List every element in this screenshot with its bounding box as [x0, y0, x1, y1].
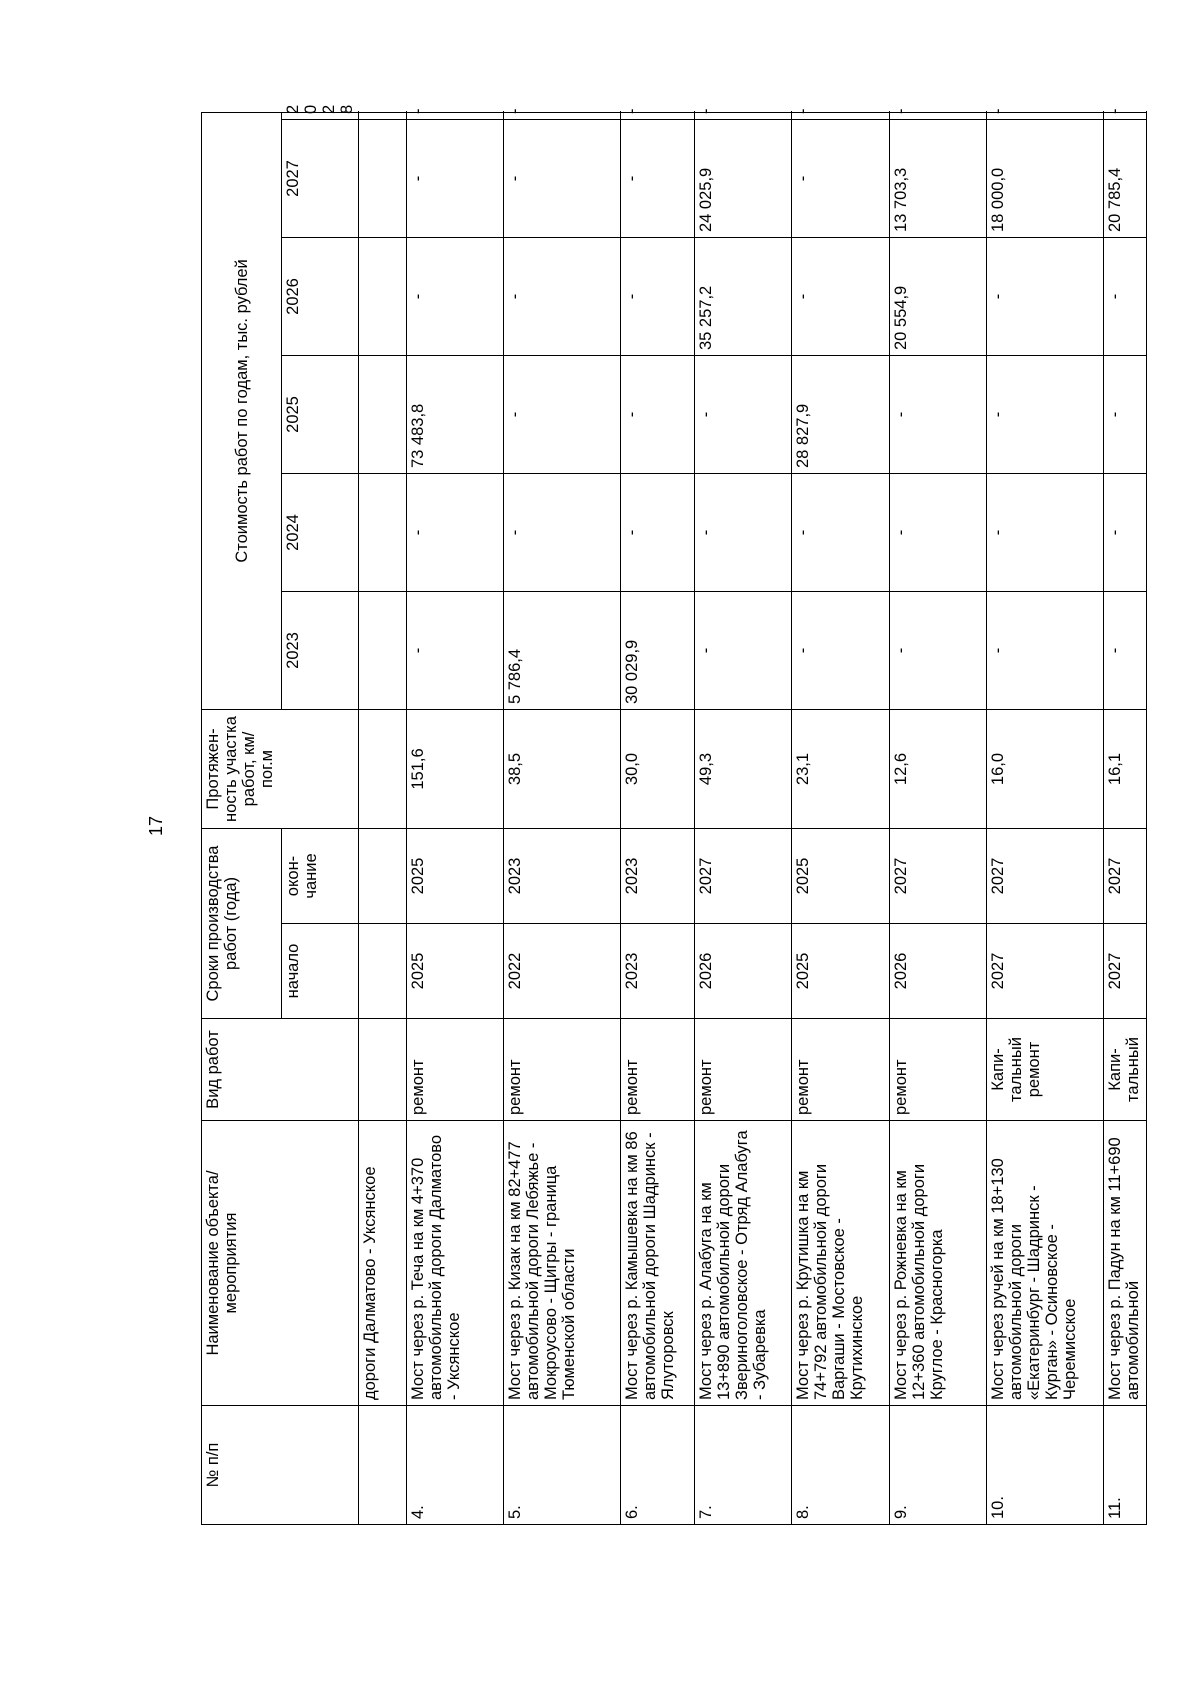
- table-row: [359, 112, 407, 1524]
- row-name: Мост через р. Крутишка на км 74+792 автомобильной дороги Варгаши - Мостовское - Крутихинское: [792, 1121, 889, 1406]
- row-start: 2027: [987, 924, 1104, 1019]
- header-end: окон-чание: [282, 829, 359, 924]
- row-length: 30,0: [621, 710, 695, 829]
- row-cost-2028: -: [406, 112, 503, 119]
- row-name: Мост через р. Камышевка на км 86 автомобильной дороги Шадринск - Ялуторовск: [621, 1121, 695, 1406]
- row-cost-2025: -: [504, 356, 621, 474]
- row-cost-2025: -: [621, 356, 695, 474]
- row-type: ремонт: [406, 1019, 503, 1121]
- header-name: Наименование объекта/ мероприятия: [202, 1121, 359, 1406]
- row-cost-2028: -: [1104, 112, 1147, 119]
- table-row: [987, 112, 1104, 1524]
- table-row: [621, 112, 695, 1524]
- row-cost-2027: 20 785,4: [1104, 120, 1147, 238]
- row-cost-2027: -: [792, 120, 889, 238]
- row-cost-2023: [359, 592, 407, 710]
- row-cost-2027: 24 025,9: [694, 120, 791, 238]
- row-end: 2023: [621, 829, 695, 924]
- table-row: [694, 112, 791, 1524]
- row-name: Мост через ручей на км 18+130 автомобильной дороги «Екатеринбург - Шадринск - Курган» - Осиновское - Черемисское: [987, 1121, 1104, 1406]
- table-row: [792, 112, 889, 1524]
- row-num: [359, 1406, 407, 1525]
- row-length: 16,0: [987, 710, 1104, 829]
- row-type: Капи-тальный ремонт: [987, 1019, 1104, 1121]
- row-type: ремонт: [889, 1019, 986, 1121]
- row-end: 2027: [694, 829, 791, 924]
- header-terms: Сроки производства работ (года): [202, 829, 282, 1019]
- row-end: 2027: [1104, 829, 1147, 924]
- table-row: [1104, 112, 1147, 1524]
- row-name: Мост через р. Алабуга на км 13+890 автомобильной дороги Звериноголовское - Отряд Алабуга - Зубаревка: [694, 1121, 791, 1406]
- row-cost-2026: -: [406, 238, 503, 356]
- row-end: [359, 829, 407, 924]
- row-cost-2024: -: [406, 474, 503, 592]
- row-cost-2027: -: [406, 120, 503, 238]
- header-year-2026: 2026: [282, 238, 359, 356]
- row-cost-2026: -: [792, 238, 889, 356]
- row-num: 5.: [504, 1406, 621, 1525]
- row-cost-2024: [359, 474, 407, 592]
- row-cost-2028: -: [987, 112, 1104, 119]
- row-num: 6.: [621, 1406, 695, 1525]
- row-cost-2027: [359, 120, 407, 238]
- row-start: 2025: [406, 924, 503, 1019]
- row-cost-2023: -: [694, 592, 791, 710]
- table-row: [889, 112, 986, 1524]
- header-year-2023: 2023: [282, 592, 359, 710]
- header-work-type: Вид работ: [202, 1019, 359, 1121]
- page-number: 17: [146, 815, 166, 836]
- row-cost-2024: -: [621, 474, 695, 592]
- row-cost-2028: -: [694, 112, 791, 119]
- row-cost-2024: -: [694, 474, 791, 592]
- row-cost-2023: -: [987, 592, 1104, 710]
- header-row-1: [202, 112, 282, 1524]
- row-cost-2028: -: [792, 112, 889, 119]
- row-length: 38,5: [504, 710, 621, 829]
- row-length: [359, 710, 407, 829]
- row-cost-2026: 20 554,9: [889, 238, 986, 356]
- row-cost-2028: -: [504, 112, 621, 119]
- row-cost-2028: [359, 112, 407, 119]
- row-end: 2025: [792, 829, 889, 924]
- row-type: ремонт: [621, 1019, 695, 1121]
- row-cost-2027: -: [621, 120, 695, 238]
- row-end: 2027: [889, 829, 986, 924]
- row-cost-2024: -: [987, 474, 1104, 592]
- row-cost-2023: -: [406, 592, 503, 710]
- row-cost-2023: -: [792, 592, 889, 710]
- row-type: [359, 1019, 407, 1121]
- table-row: [406, 112, 503, 1524]
- row-start: 2026: [889, 924, 986, 1019]
- row-name: Мост через р. Рожневка на км 12+360 автомобильной дороги Круглое - Красногорка: [889, 1121, 986, 1406]
- row-cost-2024: -: [889, 474, 986, 592]
- row-length: 16,1: [1104, 710, 1147, 829]
- row-cost-2025: -: [694, 356, 791, 474]
- road-works-table: [201, 104, 1147, 1525]
- row-cost-2025: -: [987, 356, 1104, 474]
- row-cost-2026: -: [621, 238, 695, 356]
- row-cost-2023: -: [889, 592, 986, 710]
- row-cost-2027: 13 703,3: [889, 120, 986, 238]
- row-cost-2027: -: [504, 120, 621, 238]
- header-num: № п/п: [202, 1406, 359, 1525]
- row-cost-2026: 35 257,2: [694, 238, 791, 356]
- row-type: ремонт: [504, 1019, 621, 1121]
- header-year-2027: 2027: [282, 120, 359, 238]
- header-length: Протяжен-ность участка работ, км/пог.м: [202, 710, 359, 829]
- header-year-2024: 2024: [282, 474, 359, 592]
- row-length: 151,6: [406, 710, 503, 829]
- row-start: 2025: [792, 924, 889, 1019]
- row-name: Мост через р. Кизак на км 82+477 автомобильной дороги Лебяжье - Мокроусово - Щигры - граница Тюменской области: [504, 1121, 621, 1406]
- row-name: Мост через р. Теча на км 4+370 автомобильной дороги Далматово - Уксянское: [406, 1121, 503, 1406]
- row-length: 23,1: [792, 710, 889, 829]
- row-cost-2026: -: [987, 238, 1104, 356]
- table-row: [504, 112, 621, 1524]
- row-num: 8.: [792, 1406, 889, 1525]
- row-cost-2026: [359, 238, 407, 356]
- row-end: 2023: [504, 829, 621, 924]
- rotated-table-container: [201, 104, 1147, 1525]
- row-num: 9.: [889, 1406, 986, 1525]
- row-start: 2022: [504, 924, 621, 1019]
- row-cost-2025: [359, 356, 407, 474]
- header-start: начало: [282, 924, 359, 1019]
- row-num: 4.: [406, 1406, 503, 1525]
- row-cost-2026: -: [1104, 238, 1147, 356]
- row-cost-2023: -: [1104, 592, 1147, 710]
- row-cost-2024: -: [792, 474, 889, 592]
- row-start: 2026: [694, 924, 791, 1019]
- row-type: ремонт: [792, 1019, 889, 1121]
- row-name: Мост через р. Падун на км 11+690 автомобильной: [1104, 1121, 1147, 1406]
- header-year-2025: 2025: [282, 356, 359, 474]
- header-cost: Стоимость работ по годам, тыс. рублей: [202, 112, 282, 709]
- row-start: 2027: [1104, 924, 1147, 1019]
- row-cost-2023: 30 029,9: [621, 592, 695, 710]
- row-num: 11.: [1104, 1406, 1147, 1525]
- row-num: 10.: [987, 1406, 1104, 1525]
- row-end: 2025: [406, 829, 503, 924]
- row-start: [359, 924, 407, 1019]
- row-cost-2028: -: [889, 112, 986, 119]
- header-year-2028: 2028: [282, 112, 359, 119]
- row-type: ремонт: [694, 1019, 791, 1121]
- row-cost-2024: -: [504, 474, 621, 592]
- row-length: 12,6: [889, 710, 986, 829]
- row-start: 2023: [621, 924, 695, 1019]
- row-cost-2025: 28 827,9: [792, 356, 889, 474]
- row-cost-2026: -: [504, 238, 621, 356]
- row-length: 49,3: [694, 710, 791, 829]
- row-name: дороги Далматово - Уксянское: [359, 1121, 407, 1406]
- row-cost-2023: 5 786,4: [504, 592, 621, 710]
- row-type: Капи-тальный: [1104, 1019, 1147, 1121]
- row-cost-2028: -: [621, 112, 695, 119]
- row-cost-2024: -: [1104, 474, 1147, 592]
- row-end: 2027: [987, 829, 1104, 924]
- row-cost-2027: 18 000,0: [987, 120, 1104, 238]
- row-cost-2025: 73 483,8: [406, 356, 503, 474]
- row-cost-2025: -: [889, 356, 986, 474]
- row-cost-2025: -: [1104, 356, 1147, 474]
- row-num: 7.: [694, 1406, 791, 1525]
